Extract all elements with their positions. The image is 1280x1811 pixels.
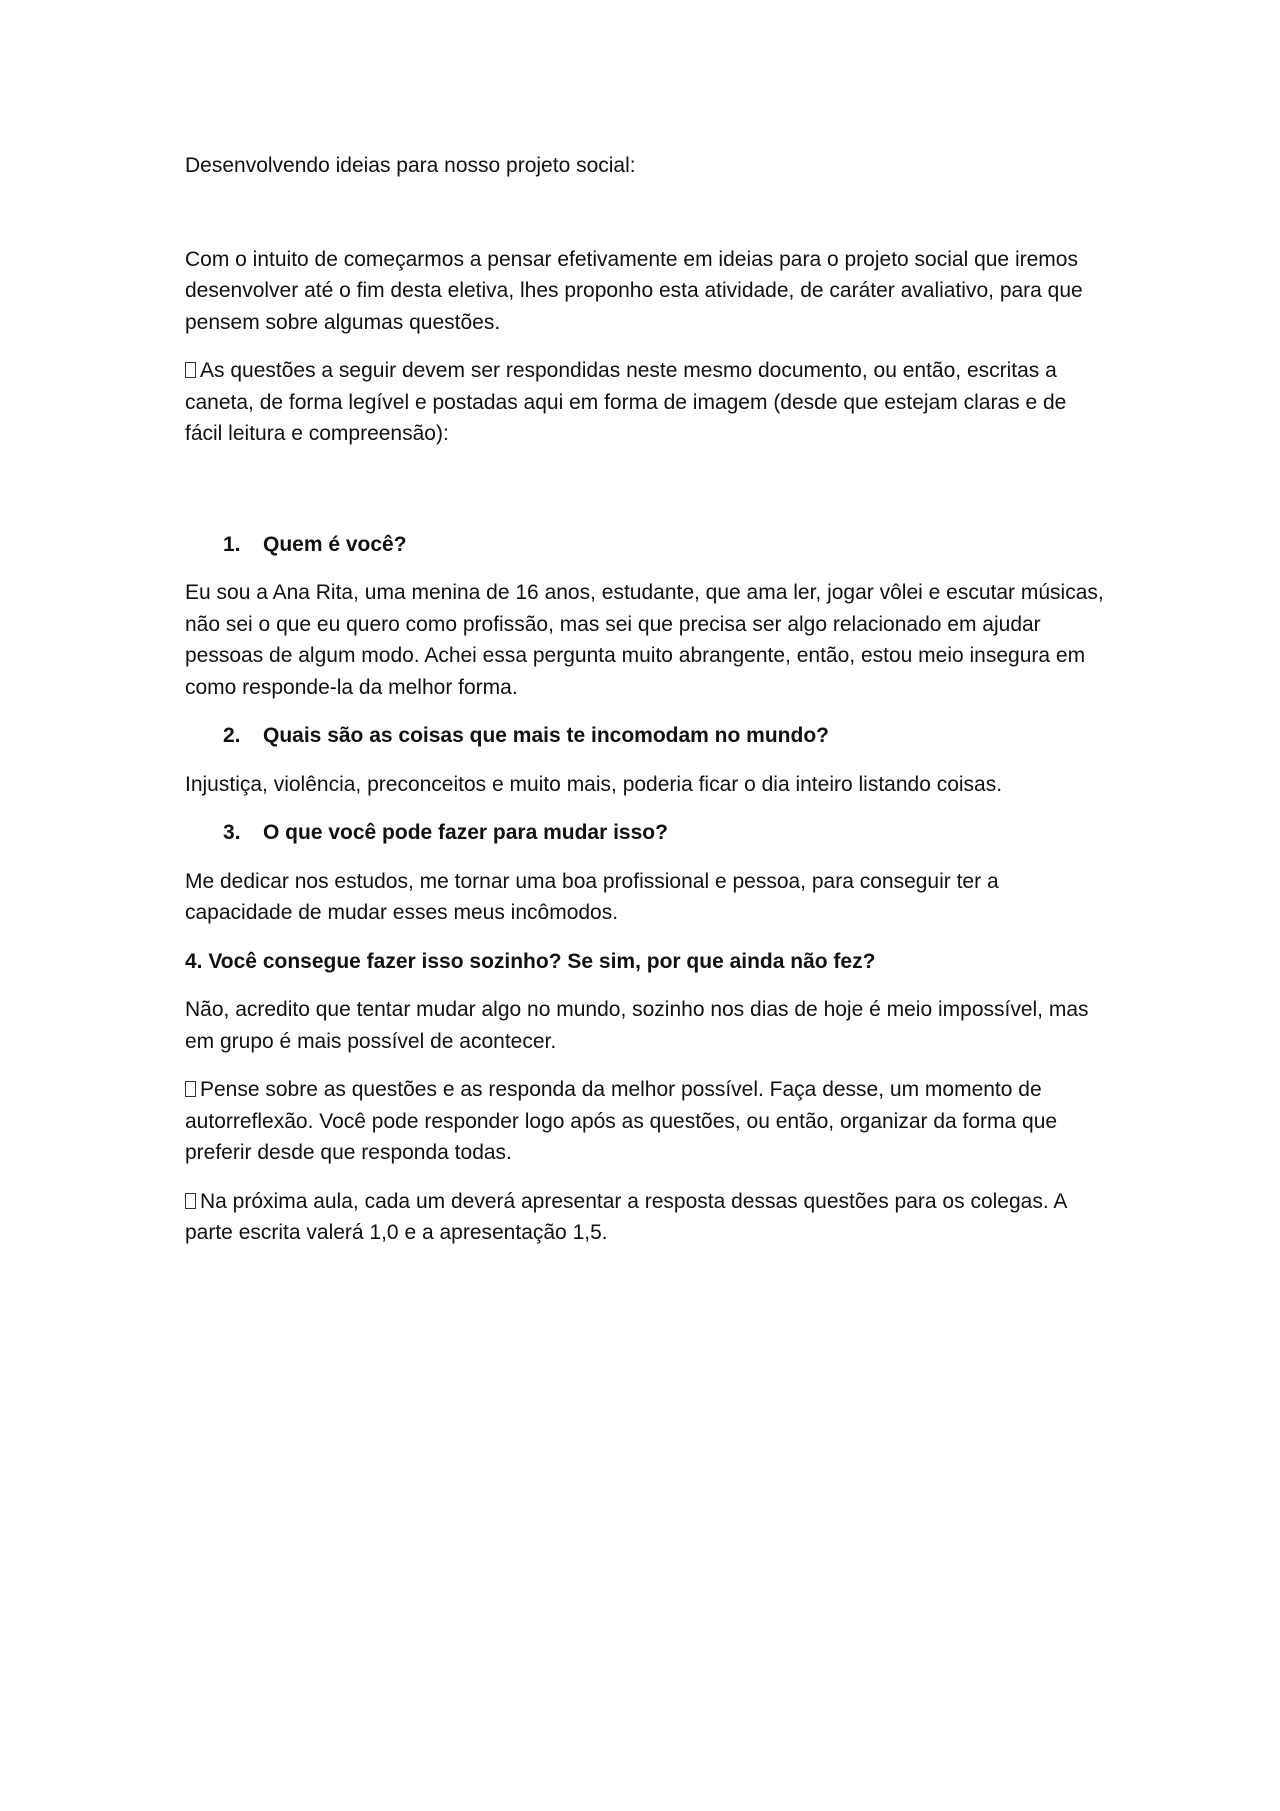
question-1-text: Quem é você?	[263, 532, 407, 556]
answer-3: Me dedicar nos estudos, me tornar uma boa profissional e pessoa, para conseguir ter a capacidade de mudar esses meus incômodos.	[185, 869, 999, 924]
missing-glyph-icon	[185, 1193, 196, 1209]
intro-paragraph: Com o intuito de começarmos a pensar efetivamente em ideias para o projeto social que iremos desenvolver até o fim desta eletiva, lhes proponho esta atividade, de caráter avaliativo, para que pensem sobre algumas questões.	[185, 247, 1083, 334]
question-3	[185, 817, 1105, 849]
answer-4: Não, acredito que tentar mudar algo no mundo, sozinho nos dias de hoje é meio impossível, mas em grupo é mais possível de acontecer.	[185, 998, 1089, 1053]
missing-glyph-icon	[185, 1081, 196, 1097]
question-2-number: 2.	[223, 724, 241, 747]
question-3-text: O que você pode fazer para mudar isso?	[263, 821, 668, 844]
missing-glyph-icon	[185, 362, 196, 378]
document-page	[185, 150, 1105, 1266]
instruction-paragraph-1	[185, 355, 1105, 450]
answer-1: Eu sou a Ana Rita, uma menina de 16 anos, estudante, que ama ler, jogar vôlei e escutar músicas, não sei o que eu quero como profissão, mas sei que precisa ser algo relacionado em ajudar pessoas de algum modo. Achei essa pergunta muito abrangente, então, estou meio insegura em como responde-la da melhor forma.	[185, 581, 1104, 699]
answer-2: Injustiça, violência, preconceitos e muito mais, poderia ficar o dia inteiro listando coisas.	[185, 772, 1003, 796]
question-4: 4. Você consegue fazer isso sozinho? Se sim, por que ainda não fez?	[185, 949, 876, 973]
question-1	[185, 529, 1105, 561]
question-2	[185, 720, 1105, 752]
instruction-text-1: As questões a seguir devem ser respondidas neste mesmo documento, ou então, escritas a caneta, de forma legível e postadas aqui em forma de imagem (desde que estejam claras e de fácil leitura e compreensão):	[185, 359, 1067, 445]
question-2-text: Quais são as coisas que mais te incomodam no mundo?	[263, 724, 829, 747]
question-3-number: 3.	[223, 821, 241, 844]
instruction-paragraph-2	[185, 1074, 1105, 1169]
instruction-text-2: Pense sobre as questões e as responda da melhor possível. Faça desse, um momento de autorreflexão. Você pode responder logo após as questões, ou então, organizar da forma que preferir desde que responda todas.	[185, 1078, 1058, 1164]
document-title: Desenvolvendo ideias para nosso projeto social:	[185, 154, 636, 177]
blank-space	[185, 467, 1105, 529]
question-1-number: 1.	[223, 532, 241, 556]
instruction-paragraph-3	[185, 1186, 1105, 1249]
instruction-text-3: Na próxima aula, cada um deverá apresentar a resposta dessas questões para os colegas. A parte escrita valerá 1,0 e a apresentação 1,5.	[185, 1189, 1067, 1244]
